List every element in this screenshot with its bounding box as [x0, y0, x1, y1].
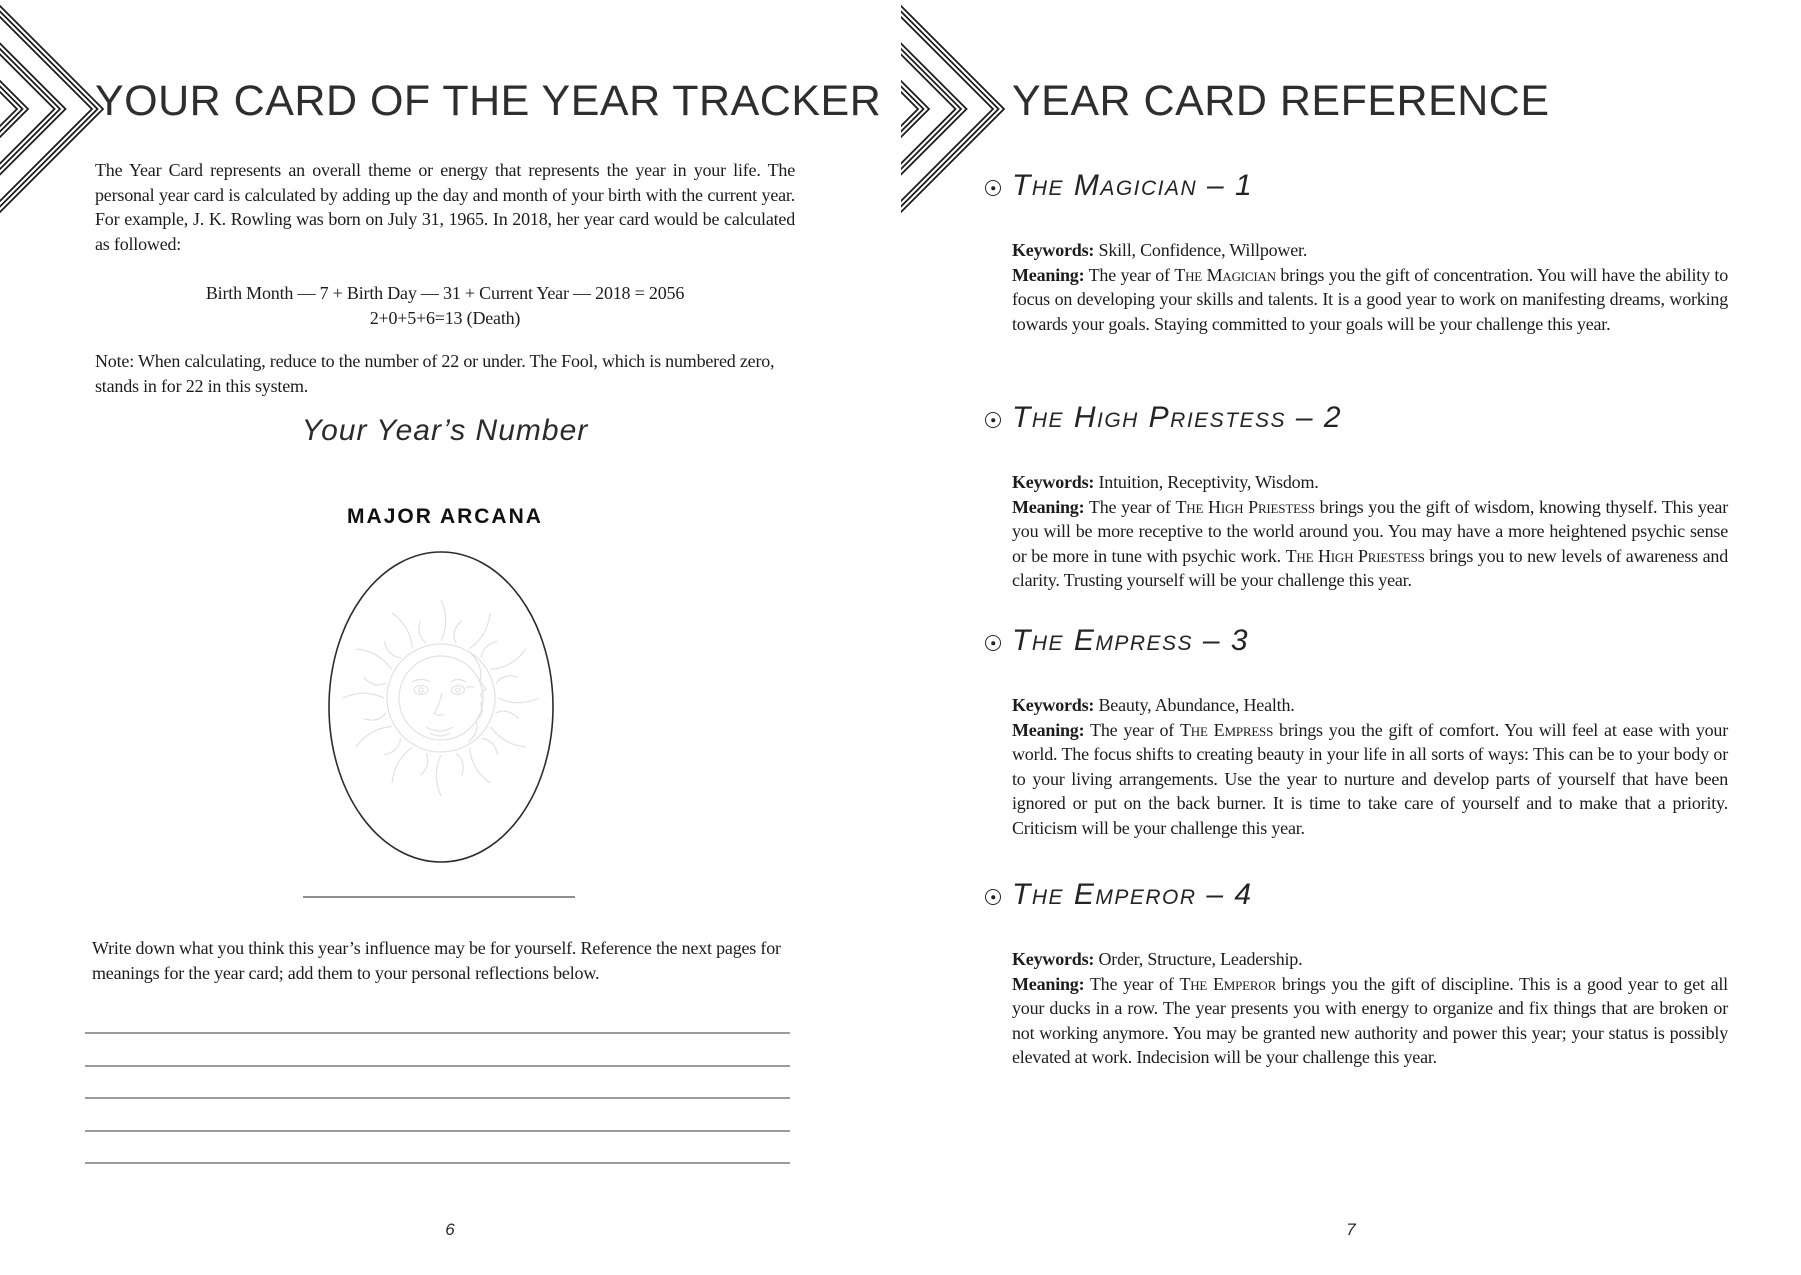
card-meaning: Meaning: The year of The Magician brings you the gift of concentration. You will have the ability to focus on developing your skills and talents. It is a good year to work on manifesting dreams, working towards your goals. Staying committed to your goals will be your challenge this year. — [1012, 264, 1729, 334]
card-number: 4 — [1234, 878, 1253, 911]
card-name: The Magician — [1012, 169, 1198, 202]
writing-line — [85, 1065, 790, 1067]
page-number: 7 — [1346, 1220, 1356, 1239]
circle-dot-bullet-icon — [985, 635, 1001, 651]
reflection-prompt: Write down what you think this year’s influence may be for yourself. Reference the next pages for meanings for the year card; add them to your personal reflections below. — [92, 938, 781, 983]
card-section — [1012, 164, 1728, 336]
writing-line — [85, 1162, 790, 1164]
card-section — [1012, 619, 1728, 840]
circle-dot-bullet-icon — [985, 889, 1001, 905]
formula-line-1: Birth Month — 7 + Birth Day — 31 + Current Year — 2018 = 2056 — [205, 283, 685, 303]
formula-line-2: 2+0+5+6=13 (Death) — [369, 307, 521, 328]
calculation-example — [95, 281, 795, 330]
right-page — [901, 0, 1801, 1275]
card-name: The Empress — [1012, 624, 1194, 657]
card-name: The Emperor — [1012, 878, 1197, 911]
card-number: 3 — [1230, 624, 1250, 657]
writing-line — [85, 1032, 790, 1034]
left-page — [0, 0, 900, 1275]
card-heading — [1012, 619, 1728, 663]
major-arcana-label: MAJOR ARCANA — [347, 505, 543, 528]
year-number-heading: Your Year’s Number — [301, 414, 589, 447]
card-heading-separator: – — [1286, 401, 1324, 434]
card-keywords: Keywords: Intuition, Receptivity, Wisdom. — [1012, 472, 1319, 492]
card-name: The High Priestess — [1012, 401, 1287, 434]
card-heading-separator: – — [1197, 169, 1236, 202]
card-section — [1012, 396, 1728, 593]
card-meaning: Meaning: The year of The High Priestess brings you the gift of wisdom, knowing thyself. This year you will be more receptive to the world around you. You may have a more heightened psychic sense or be more in tune with psychic work. The High Priestess brings you to new levels of awareness and clarity. Trusting yourself will be your challenge this year. — [1012, 496, 1728, 590]
circle-dot-bullet-icon — [985, 412, 1001, 428]
card-number: 1 — [1235, 169, 1254, 202]
writing-line — [85, 1097, 790, 1099]
writing-line — [85, 1130, 790, 1132]
writing-lines — [85, 1032, 790, 1195]
card-meaning: Meaning: The year of The Emperor brings you the gift of discipline. This is a good year to get all your ducks in a row. The year presents you with energy to organize and fix things that are broken or not working anymore. You may be granted new authority and power this year; your status is possibly elevated at work. Indecision will be your challenge this year. — [1012, 973, 1728, 1067]
circle-dot-bullet-icon — [985, 180, 1001, 196]
card-keywords: Keywords: Beauty, Abundance, Health. — [1012, 695, 1295, 715]
card-keywords: Keywords: Order, Structure, Leadership. — [1012, 949, 1303, 969]
page-title: YOUR CARD OF THE YEAR TRACKER — [95, 77, 882, 125]
card-heading-separator: – — [1196, 878, 1235, 911]
card-meaning: Meaning: The year of The Empress brings you the gift of comfort. You will feel at ease with your world. The focus shifts to creating beauty in your life in all sorts of ways: This can be to your body or to your living arrangements. Use the year to nurture and develop parts of yourself that have been ignored or put on the back burner. It is time to take care of yourself and to make that a priority. Criticism will be your challenge this year. — [1012, 719, 1729, 838]
card-heading — [1012, 873, 1728, 917]
card-heading — [1012, 164, 1728, 208]
card-name-blank-line — [303, 896, 575, 898]
card-keywords: Keywords: Skill, Confidence, Willpower. — [1012, 240, 1308, 260]
card-section — [1012, 873, 1728, 1070]
sun-moon-face-icon — [343, 600, 539, 796]
page-title: YEAR CARD REFERENCE — [1012, 77, 1550, 125]
major-arcana-card-frame — [320, 543, 562, 873]
card-number: 2 — [1323, 401, 1343, 434]
note-paragraph: Note: When calculating, reduce to the number of 22 or under. The Fool, which is numbered zero, stands in for 22 in this system. — [95, 351, 775, 396]
card-heading-separator: – — [1193, 624, 1231, 657]
page-number: 6 — [445, 1220, 455, 1239]
intro-paragraph: The Year Card represents an overall theme or energy that represents the year in your life. The personal year card is calculated by adding up the day and month of your birth with the current year. For example, J. K. Rowling was born on July 31, 1965. In 2018, her year card would be calculated as followed: — [95, 160, 795, 254]
card-heading — [1012, 396, 1728, 440]
